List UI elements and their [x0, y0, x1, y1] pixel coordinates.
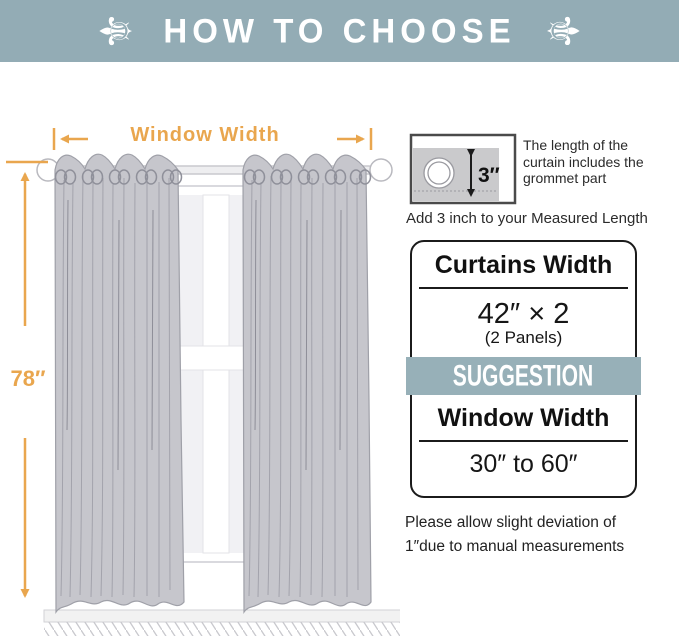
fleur-de-lis-right-icon: ⚜ [536, 11, 588, 51]
grommet-icon [424, 158, 454, 188]
footnote-line1: Please allow slight deviation of [405, 514, 617, 531]
curtain-panel-right [243, 154, 371, 612]
table-divider [419, 287, 628, 289]
grommet-size-label: 3″ [478, 164, 500, 187]
grommet-detail-diagram [409, 133, 517, 207]
suggestion-band [406, 357, 641, 395]
window-width-label: Window Width [130, 124, 280, 146]
grommet-description: The length of the curtain includes the grommet part [523, 137, 644, 186]
floor [44, 610, 400, 636]
fleur-de-lis-left-icon: ⚜ [91, 11, 143, 51]
curtains-width-detail: (2 Panels) [484, 328, 563, 347]
add-length-note: Add 3 inch to your Measured Length [406, 210, 648, 227]
curtain-length-label: 78″ [10, 366, 46, 391]
footnote-line2: 1″due to manual measurements [405, 538, 625, 555]
curtain-window-illustration [0, 62, 400, 636]
header-banner [0, 0, 679, 62]
curtains-width-header: Curtains Width [434, 251, 613, 279]
size-suggestion-table [410, 240, 637, 498]
window-width-value: 30″ to 60″ [469, 450, 578, 478]
curtains-width-value: 42″ × 2 [477, 298, 570, 330]
suggestion-label: SUGGESTION [453, 359, 594, 392]
window-width-header: Window Width [437, 404, 610, 432]
page-title: HOW TO CHOOSE [163, 11, 516, 50]
deviation-footnote [405, 511, 677, 559]
curtain-panel-left [55, 154, 184, 612]
table-divider [419, 440, 628, 442]
